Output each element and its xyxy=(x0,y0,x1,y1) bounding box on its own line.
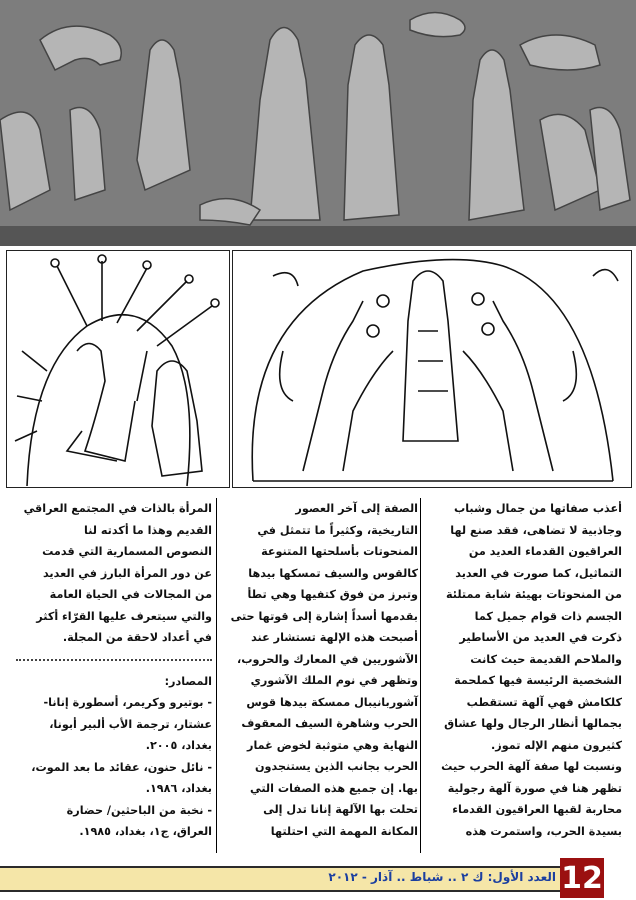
paragraph-line: المكانة المهمة التي احتلتها xyxy=(270,824,418,838)
paragraph-line: والملاحم القديمة حيث كانت xyxy=(470,652,622,666)
issue-info: العدد الأول: ك ٢ .. شباط .. آذار - ٢٠١٢ xyxy=(328,870,556,884)
references-title: المصادر: xyxy=(164,674,212,688)
paragraph-line: المنحوتات بأسلحتها المتنوعة xyxy=(261,545,418,558)
paragraph-line: الحرب بجانب الذين يستنجدون xyxy=(254,760,418,773)
reference-item: بغداد، ٢٠٠٥. xyxy=(145,739,212,752)
goddess-tree-drawing xyxy=(6,250,230,488)
paragraph-line: العراقيون القدماء العديد من xyxy=(468,545,622,558)
paragraph-line: بقدمها أسداً إشارة إلى قوتها حتى xyxy=(230,609,418,623)
paragraph-line: الآشوريين في المعارك والحروب، xyxy=(237,652,418,666)
paragraph-line: الجسم ذات قوام جميل كما xyxy=(474,609,622,623)
paragraph-line: عن دور المرأة البارز في العديد xyxy=(42,566,212,580)
paragraph-line: التاريخية، وكثيراً ما تتمثل في xyxy=(257,523,418,537)
paragraph-line: آشوربانيبال ممسكة بيدها قوس xyxy=(246,695,418,709)
reference-item: - بوتيرو وكريمر، أسطورة إنانا- xyxy=(43,696,212,709)
article-column-left xyxy=(16,498,212,843)
paragraph-line: كالقوس والسيف تمسكها بيدها xyxy=(248,566,418,580)
paragraph-line: كلكامش فهي آلهة تستقطب xyxy=(466,695,622,709)
paragraph-line: النهاية وهي متوثبة لخوض غمار xyxy=(247,738,418,752)
paragraph-line: من المنحوتات بهيئة شابة ممتلئة xyxy=(445,588,622,601)
paragraph-line: ذكرت في العديد من الأساطير xyxy=(459,631,622,644)
paragraph-line: أعذب صفاتها من جمال وشباب xyxy=(453,502,622,515)
paragraph-line: ونسبت لها صفة آلهة الحرب حيث xyxy=(441,760,622,773)
paragraph-line: والتي سيتعرف عليها القرّاء أكثر xyxy=(36,609,212,623)
paragraph-line: بها. إن جميع هذه الصفات التي xyxy=(250,781,418,795)
paragraph-line: الصفة إلى آخر العصور xyxy=(295,502,418,515)
cylinder-seal-relief-image xyxy=(0,0,636,246)
column-divider xyxy=(420,498,421,853)
paragraph-line: وجاذبية لا تضاهى، فقد صنع لها xyxy=(450,523,622,537)
paragraph-line: تظهر هنا في صورة آلهة رجولية xyxy=(447,781,622,795)
paragraph-line: التماثيل، كما صورت في العديد xyxy=(455,566,622,580)
paragraph-line: بجمالها أنظار الرجال ولها عشاق xyxy=(444,717,622,730)
paragraph-line: تحلت بها الآلهة إنانا تدل إلى xyxy=(263,803,418,816)
page-number-accent xyxy=(604,858,636,898)
reference-item: بغداد، ١٩٨٦. xyxy=(145,782,212,795)
paragraph-line: في أعداد لاحقة من المجلة. xyxy=(62,631,212,644)
reference-item: العراق، ج١، بغداد، ١٩٨٥. xyxy=(79,825,212,838)
reference-item: - نائل حنون، عقائد ما بعد الموت، xyxy=(31,760,212,774)
paragraph-line: كثيرون منهم الإله تموز. xyxy=(491,738,622,752)
paragraph-line: الحرب وشاهرة السيف المعقوف xyxy=(241,717,418,730)
god-between-goats-drawing xyxy=(232,250,632,488)
column-divider xyxy=(216,498,217,853)
reference-item: - نخبة من الباحثين/ حضارة xyxy=(66,803,212,817)
paragraph-line: النصوص المسمارية التي قدمت xyxy=(42,545,212,558)
dotted-separator xyxy=(16,659,212,661)
paragraph-line: المرأة بالذات في المجتمع العراقي xyxy=(23,502,212,515)
reference-item: عشتار، ترجمة الأب ألبير أبونا، xyxy=(49,717,212,731)
paragraph-line: القديم وهذا ما أكدته لنا xyxy=(84,523,212,537)
paragraph-line: الشخصية الرئيسة فيها كملحمة xyxy=(454,674,622,687)
paragraph-line: أصبحت هذه الإلهة تستشار عند xyxy=(251,631,418,644)
article-column-middle xyxy=(222,498,418,842)
paragraph-line: من المجالات في الحياة العامة xyxy=(49,588,212,601)
article-column-right xyxy=(426,498,622,842)
paragraph-line: محاربة لقبها العراقيون القدماء xyxy=(452,803,622,816)
paragraph-line: بسيدة الحرب، واستمرت هذه xyxy=(465,824,622,838)
paragraph-line: وتبرز من فوق كتفيها وهي تطأ xyxy=(247,588,418,601)
paragraph-line: وتظهر في نوم الملك الآشوري xyxy=(250,674,418,687)
page-number: 12 xyxy=(560,858,604,898)
